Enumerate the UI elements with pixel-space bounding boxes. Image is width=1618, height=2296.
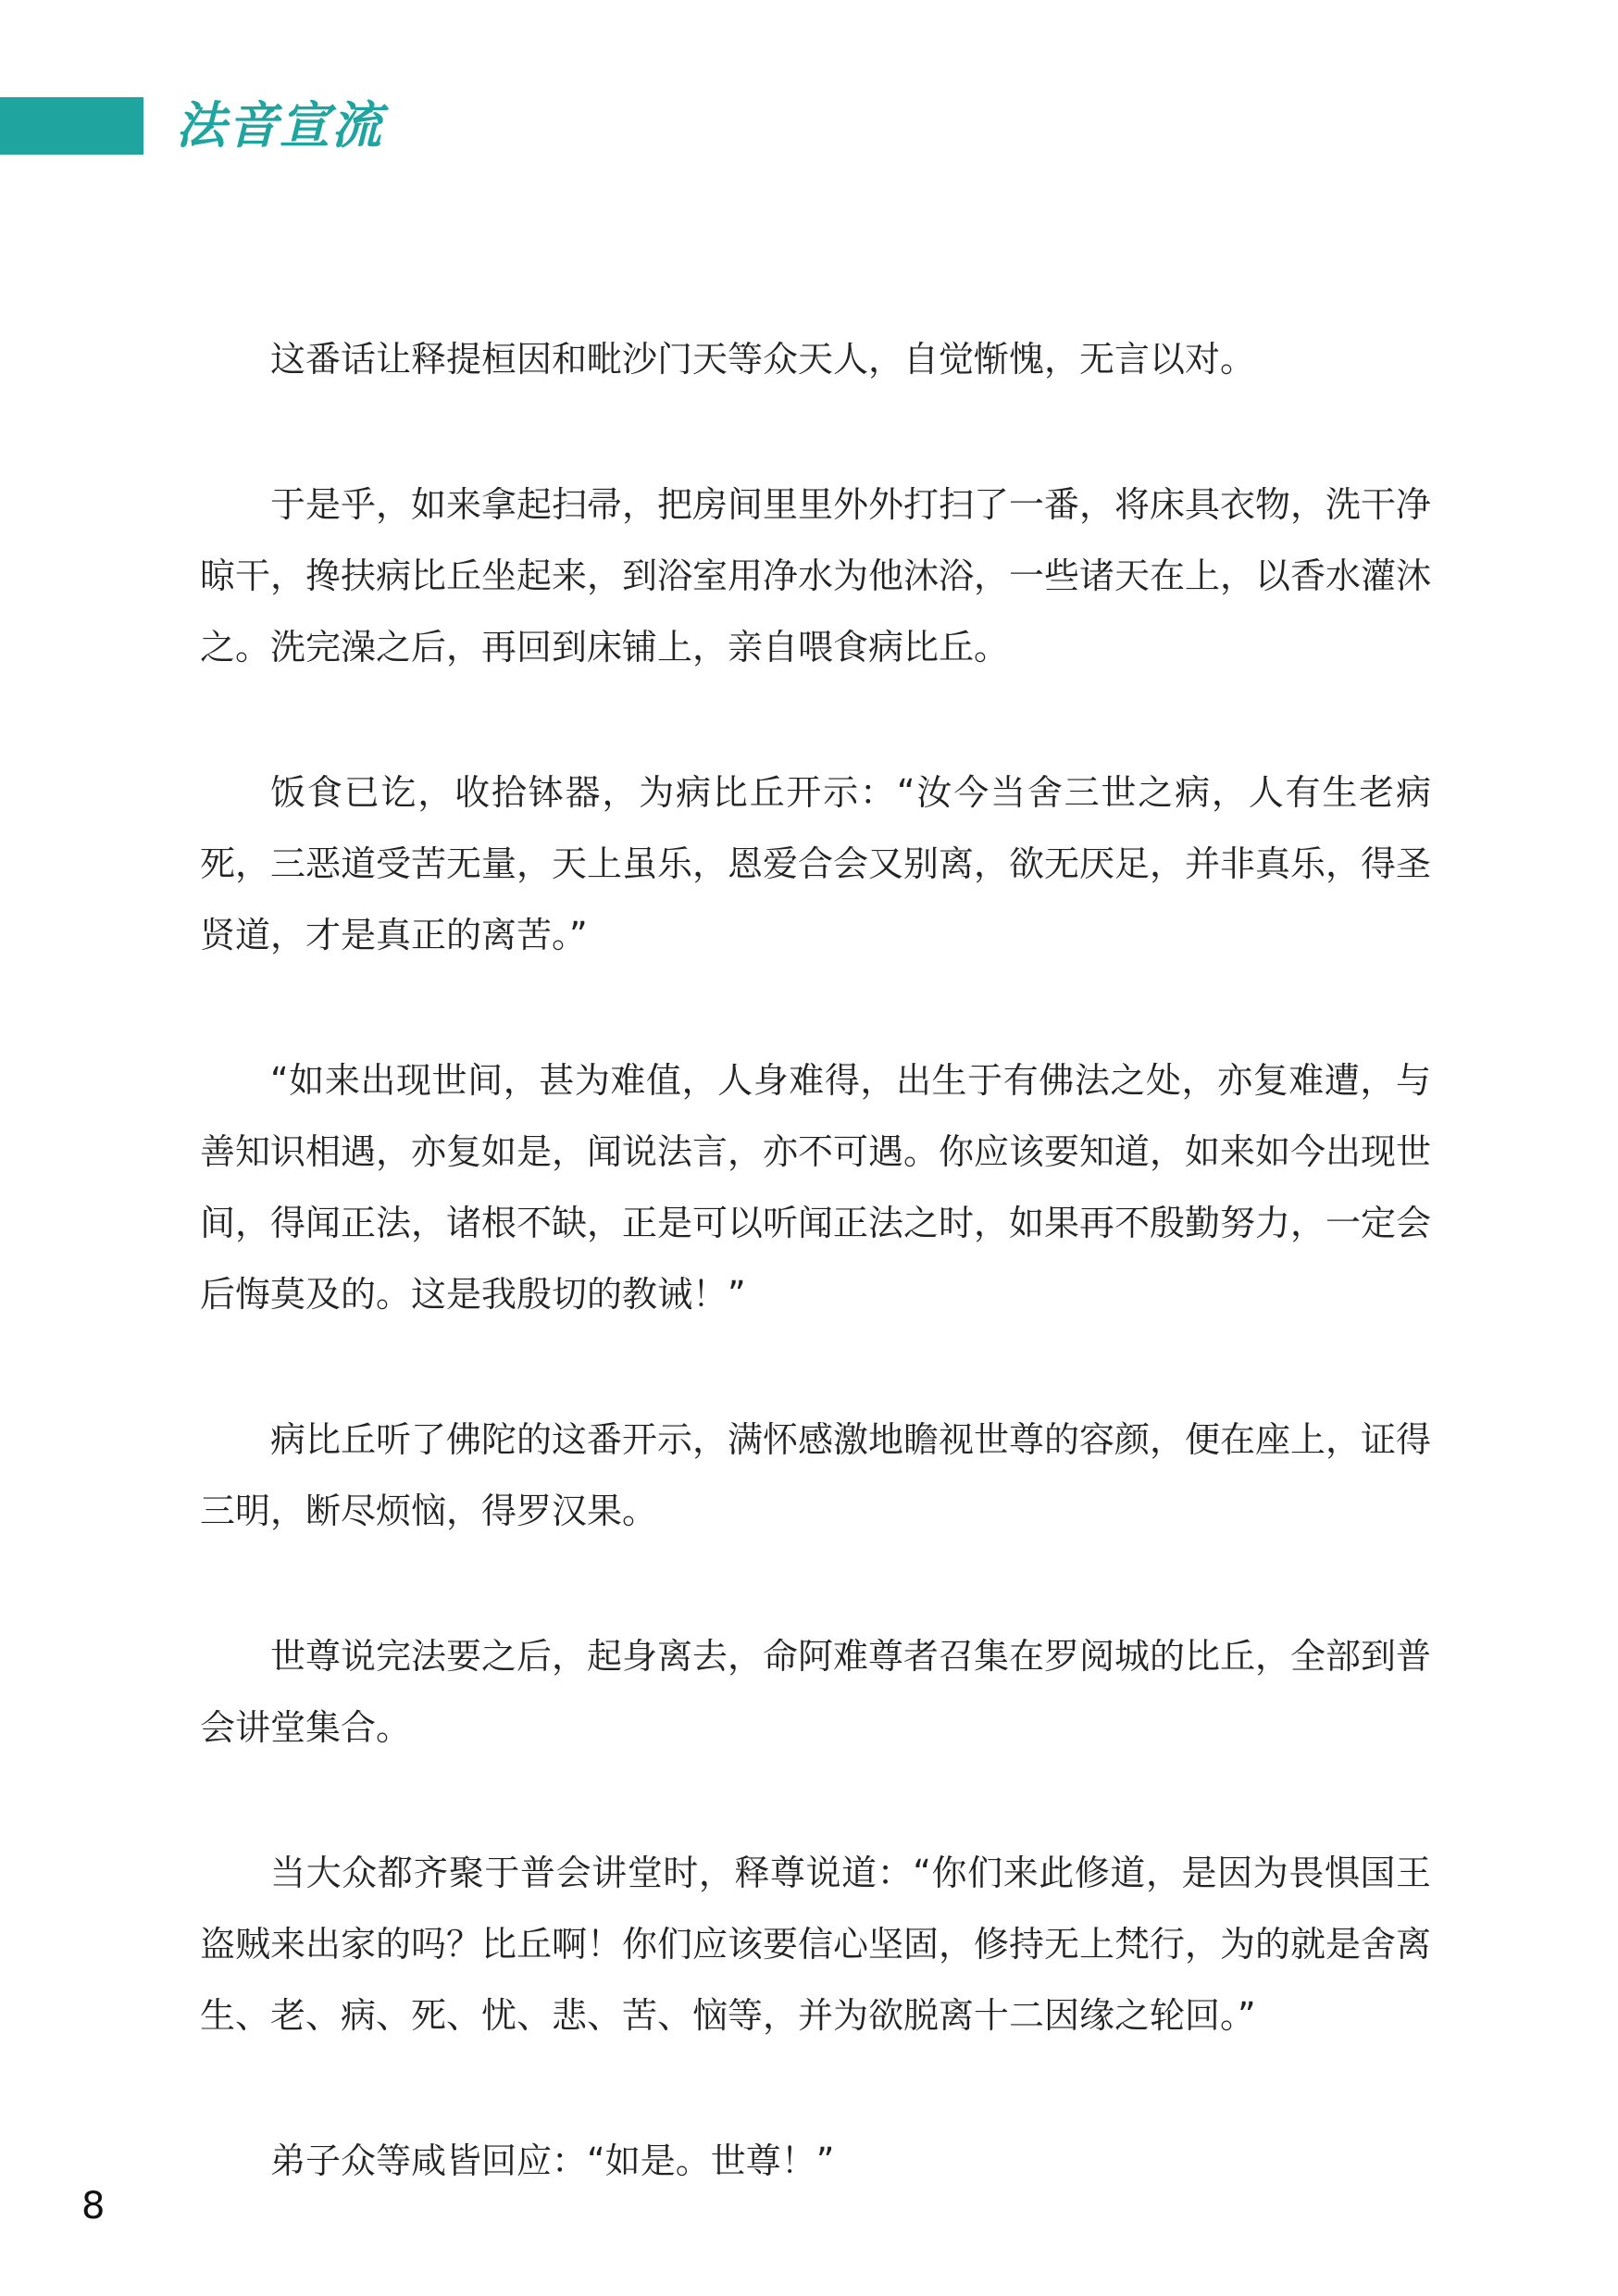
paragraph: “如来出现世间，甚为难值，人身难得，出生于有佛法之处，亦复难遭，与善知识相遇，亦复如是，闻说法言，亦不可遇。你应该要知道，如来如今出现世间，得闻正法，诸根不缺，正是可以听闻正法之时，如果再不殷勤努力，一定会后悔莫及的。这是我殷切的教诫！”: [200, 1060, 1432, 1315]
paragraph: 这番话让释提桓因和毗沙门天等众天人，自觉惭愧，无言以对。: [270, 339, 1256, 380]
paragraph: 当大众都齐聚于普会讲堂时，释尊说道：“你们来此修道，是因为畏惧国王盗贼来出家的吗？比丘啊！你们应该要信心坚固，修持无上梵行，为的就是舍离生、老、病、死、忧、悲、苦、恼等，并为欲脱离十二因缘之轮回。”: [200, 1853, 1432, 2036]
paragraph: 世尊说完法要之后，起身离去，命阿难尊者召集在罗阅城的比丘，全部到普会讲堂集合。: [200, 1636, 1432, 1748]
article-body: [200, 324, 1431, 2271]
paragraph: 于是乎，如来拿起扫帚，把房间里里外外打扫了一番，将床具衣物，洗干净晾干，搀扶病比丘坐起来，到浴室用净水为他沐浴，一些诸天在上，以香水灌沐之。洗完澡之后，再回到床铺上，亲自喂食病比丘。: [200, 484, 1432, 668]
paragraph: 饭食已讫，收拾钵器，为病比丘开示：“汝今当舍三世之病，人有生老病死，三恶道受苦无量，天上虽乐，恩爱合会又别离，欲无厌足，并非真乐，得圣贤道，才是真正的离苦。”: [200, 772, 1432, 955]
section-title: 法音宣流: [176, 96, 383, 155]
paragraph: 病比丘听了佛陀的这番开示，满怀感激地瞻视世尊的容颜，便在座上，证得三明，断尽烦恼，得罗汉果。: [200, 1419, 1432, 1531]
paragraph: 弟子众等咸皆回应：“如是。世尊！”: [270, 2140, 835, 2181]
header-accent-bar: [0, 97, 143, 155]
page-number: 8: [81, 2185, 106, 2227]
